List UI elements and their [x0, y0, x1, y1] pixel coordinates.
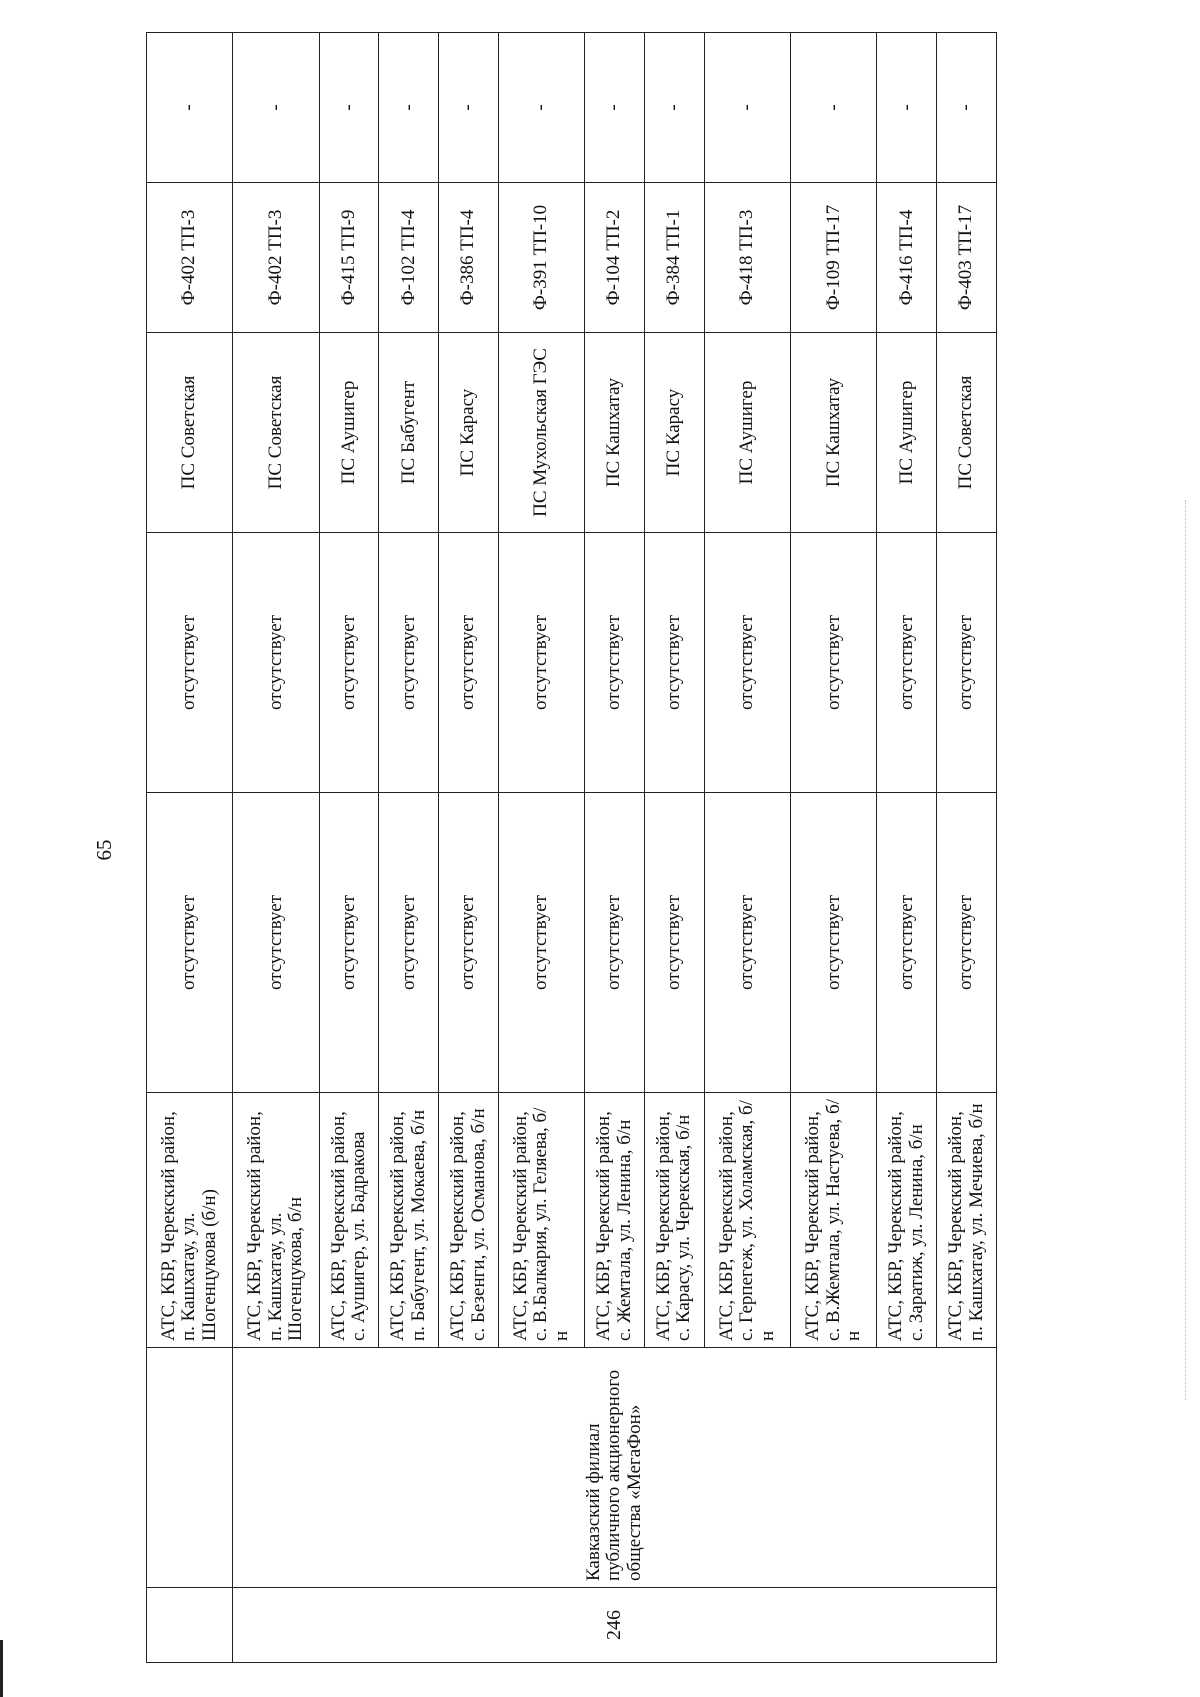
table-row	[233, 33, 319, 1663]
organization-cell: Кавказский филиал публичного акционерного общества «МегаФон»	[233, 1348, 997, 1588]
substation-cell: ПС Карасу	[439, 333, 499, 533]
status-cell-2: отсутствует	[233, 533, 319, 793]
feeder-cell: Ф-386 ТП-4	[439, 183, 499, 333]
status-cell-1: отсутствует	[704, 793, 790, 1093]
status-cell-2: отсутствует	[585, 533, 645, 793]
last-cell: -	[379, 33, 439, 183]
address-cell: АТС, КБР, Черекский район, с. В.Жемтала, ул. Настуева, б/н	[791, 1093, 877, 1348]
status-cell-1: отсутствует	[233, 793, 319, 1093]
status-cell-1: отсутствует	[585, 793, 645, 1093]
substation-cell: ПС Аушигер	[877, 333, 937, 533]
substation-cell: ПС Советская	[937, 333, 997, 533]
address-cell: АТС, КБР, Черекский район, п. Кашхатау, ул. Шогенцукова, б/н	[233, 1093, 319, 1348]
substation-cell: ПС Кашхатау	[585, 333, 645, 533]
last-cell: -	[439, 33, 499, 183]
feeder-cell: Ф-384 ТП-1	[645, 183, 705, 333]
substation-cell: ПС Мухольская ГЭС	[498, 333, 584, 533]
scan-edge-dots	[1185, 500, 1188, 1400]
feeder-cell: Ф-104 ТП-2	[585, 183, 645, 333]
address-cell: АТС, КБР, Черекский район, с. Карасу, ул. Черекская, б/н	[645, 1093, 705, 1348]
feeder-cell: Ф-402 ТП-3	[233, 183, 319, 333]
status-cell-1: отсутствует	[791, 793, 877, 1093]
last-cell: -	[877, 33, 937, 183]
status-cell-1: отсутствует	[147, 793, 233, 1093]
status-cell-2: отсутствует	[937, 533, 997, 793]
last-cell: -	[319, 33, 379, 183]
address-cell: АТС, КБР, Черекский район, с. Заратиж, ул. Ленина, б/н	[877, 1093, 937, 1348]
substation-cell: ПС Советская	[233, 333, 319, 533]
substation-cell: ПС Аушигер	[704, 333, 790, 533]
address-cell: АТС, КБР, Черекский район, с. Безенги, ул. Османова, б/н	[439, 1093, 499, 1348]
table-row	[147, 33, 233, 1663]
last-cell: -	[147, 33, 233, 183]
last-cell: -	[791, 33, 877, 183]
status-cell-2: отсутствует	[704, 533, 790, 793]
entry-number-cell-top	[147, 1588, 233, 1663]
address-cell: АТС, КБР, Черекский район, с. Жемтала, ул. Ленина, б/н	[585, 1093, 645, 1348]
status-cell-1: отсутствует	[937, 793, 997, 1093]
status-cell-2: отсутствует	[877, 533, 937, 793]
feeder-cell: Ф-109 ТП-17	[791, 183, 877, 333]
status-cell-1: отсутствует	[439, 793, 499, 1093]
address-cell: АТС, КБР, Черекский район, с. Аушигер, ул. Бадракова	[319, 1093, 379, 1348]
status-cell-1: отсутствует	[498, 793, 584, 1093]
last-cell: -	[645, 33, 705, 183]
status-cell-2: отсутствует	[147, 533, 233, 793]
address-cell: АТС, КБР, Черекский район, п. Кашхатау, ул. Шогенцукова (б/н)	[147, 1093, 233, 1348]
status-cell-1: отсутствует	[877, 793, 937, 1093]
last-cell: -	[498, 33, 584, 183]
organization-cell-top	[147, 1348, 233, 1588]
address-cell: АТС, КБР, Черекский район, с. В.Балкария, ул. Геляева, б/н	[498, 1093, 584, 1348]
status-cell-1: отсутствует	[379, 793, 439, 1093]
substation-cell: ПС Аушигер	[319, 333, 379, 533]
substation-cell: ПС Кашхатау	[791, 333, 877, 533]
page-number: 65	[92, 839, 116, 861]
feeder-cell: Ф-418 ТП-3	[704, 183, 790, 333]
rotated-table-container	[146, 33, 997, 1663]
feeder-cell: Ф-415 ТП-9	[319, 183, 379, 333]
feeder-cell: Ф-102 ТП-4	[379, 183, 439, 333]
substation-cell: ПС Бабугент	[379, 333, 439, 533]
status-cell-2: отсутствует	[498, 533, 584, 793]
address-cell: АТС, КБР, Черекский район, с. Герпегеж, ул. Холамская, б/н	[704, 1093, 790, 1348]
last-cell: -	[937, 33, 997, 183]
last-cell: -	[585, 33, 645, 183]
facility-table	[146, 32, 997, 1663]
status-cell-1: отсутствует	[319, 793, 379, 1093]
address-cell: АТС, КБР, Черекский район, п. Кашхатау, ул. Мечиева, б/н	[937, 1093, 997, 1348]
status-cell-2: отсутствует	[439, 533, 499, 793]
feeder-cell: Ф-403 ТП-17	[937, 183, 997, 333]
status-cell-2: отсутствует	[319, 533, 379, 793]
status-cell-2: отсутствует	[791, 533, 877, 793]
substation-cell: ПС Карасу	[645, 333, 705, 533]
table-body	[147, 33, 997, 1663]
last-cell: -	[704, 33, 790, 183]
address-cell: АТС, КБР, Черекский район, п. Бабугент, ул. Мокаева, б/н	[379, 1093, 439, 1348]
feeder-cell: Ф-402 ТП-3	[147, 183, 233, 333]
feeder-cell: Ф-416 ТП-4	[877, 183, 937, 333]
last-cell: -	[233, 33, 319, 183]
scan-edge-mark	[0, 1640, 3, 1697]
substation-cell: ПС Советская	[147, 333, 233, 533]
status-cell-2: отсутствует	[379, 533, 439, 793]
status-cell-1: отсутствует	[645, 793, 705, 1093]
feeder-cell: Ф-391 ТП-10	[498, 183, 584, 333]
entry-number-cell: 246	[233, 1588, 997, 1663]
status-cell-2: отсутствует	[645, 533, 705, 793]
